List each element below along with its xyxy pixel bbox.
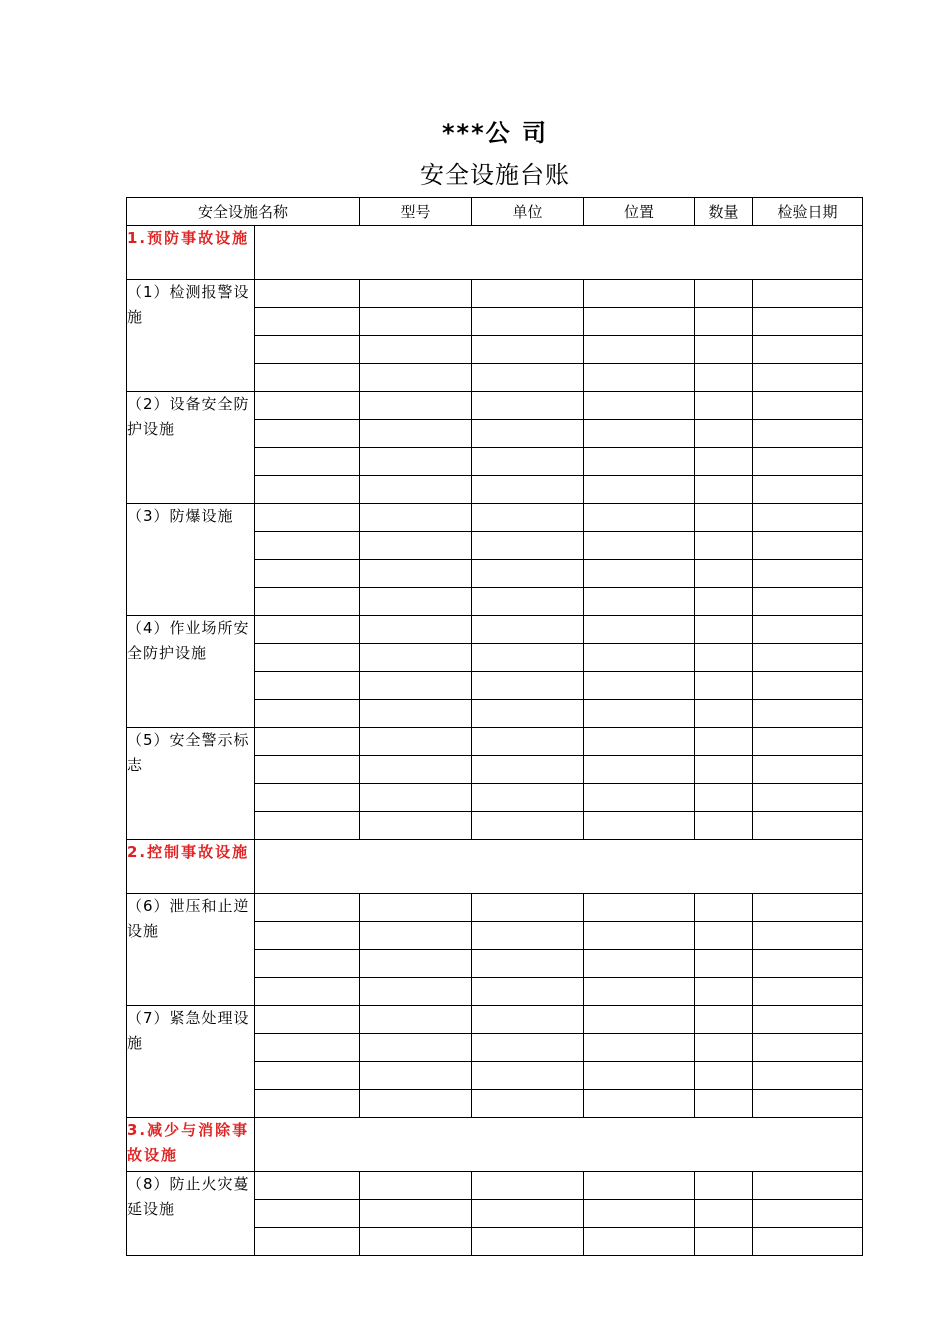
cell-inspection-date[interactable]	[753, 476, 863, 504]
cell-location[interactable]	[584, 644, 695, 672]
cell-inspection-date[interactable]	[753, 616, 863, 644]
cell-model[interactable]	[360, 784, 472, 812]
cell-quantity[interactable]	[695, 448, 753, 476]
cell-unit[interactable]	[472, 532, 584, 560]
category-label: （6）泄压和止逆设施	[127, 894, 255, 1006]
cell-model[interactable]	[360, 448, 472, 476]
cell-inspection-date[interactable]	[753, 448, 863, 476]
cell-unit[interactable]	[472, 812, 584, 840]
cell-inspection-date[interactable]	[753, 1200, 863, 1228]
cell-inspection-date[interactable]	[753, 364, 863, 392]
cell-inspection-date[interactable]	[753, 280, 863, 308]
cell-quantity[interactable]	[695, 532, 753, 560]
cell-model[interactable]	[360, 700, 472, 728]
cell-quantity[interactable]	[695, 812, 753, 840]
cell-item[interactable]	[255, 448, 360, 476]
cell-unit[interactable]	[472, 1062, 584, 1090]
cell-item[interactable]	[255, 1090, 360, 1118]
cell-location[interactable]	[584, 532, 695, 560]
cell-model[interactable]	[360, 1200, 472, 1228]
cell-inspection-date[interactable]	[753, 588, 863, 616]
cell-unit[interactable]	[472, 448, 584, 476]
table-row	[127, 728, 863, 756]
cell-item[interactable]	[255, 922, 360, 950]
cell-unit[interactable]	[472, 1228, 584, 1256]
section-row	[127, 840, 863, 894]
cell-location[interactable]	[584, 756, 695, 784]
cell-model[interactable]	[360, 672, 472, 700]
header-location: 位置	[584, 198, 695, 226]
cell-quantity[interactable]	[695, 950, 753, 978]
cell-item[interactable]	[255, 894, 360, 922]
section-blank-cell	[255, 1118, 863, 1172]
table-header-row	[127, 198, 863, 226]
cell-inspection-date[interactable]	[753, 756, 863, 784]
cell-quantity[interactable]	[695, 756, 753, 784]
cell-location[interactable]	[584, 1062, 695, 1090]
cell-item[interactable]	[255, 728, 360, 756]
ledger-title: 安全设施台账	[420, 161, 570, 189]
cell-location[interactable]	[584, 588, 695, 616]
cell-unit[interactable]	[472, 392, 584, 420]
cell-model[interactable]	[360, 336, 472, 364]
cell-unit[interactable]	[472, 950, 584, 978]
cell-model[interactable]	[360, 1006, 472, 1034]
cell-quantity[interactable]	[695, 784, 753, 812]
cell-location[interactable]	[584, 476, 695, 504]
cell-inspection-date[interactable]	[753, 560, 863, 588]
cell-inspection-date[interactable]	[753, 504, 863, 532]
cell-item[interactable]	[255, 420, 360, 448]
cell-item[interactable]	[255, 812, 360, 840]
cell-quantity[interactable]	[695, 1006, 753, 1034]
cell-unit[interactable]	[472, 588, 584, 616]
cell-model[interactable]	[360, 978, 472, 1006]
section-blank-cell	[255, 226, 863, 280]
cell-quantity[interactable]	[695, 1090, 753, 1118]
cell-item[interactable]	[255, 672, 360, 700]
cell-item[interactable]	[255, 950, 360, 978]
cell-unit[interactable]	[472, 504, 584, 532]
cell-inspection-date[interactable]	[753, 950, 863, 978]
cell-item[interactable]	[255, 1006, 360, 1034]
cell-location[interactable]	[584, 978, 695, 1006]
cell-unit[interactable]	[472, 364, 584, 392]
cell-location[interactable]	[584, 812, 695, 840]
cell-quantity[interactable]	[695, 560, 753, 588]
cell-quantity[interactable]	[695, 336, 753, 364]
cell-quantity[interactable]	[695, 894, 753, 922]
cell-model[interactable]	[360, 1062, 472, 1090]
table-row	[127, 894, 863, 922]
cell-quantity[interactable]	[695, 616, 753, 644]
cell-item[interactable]	[255, 1172, 360, 1200]
cell-item[interactable]	[255, 476, 360, 504]
cell-item[interactable]	[255, 1062, 360, 1090]
cell-item[interactable]	[255, 978, 360, 1006]
category-label: （1）检测报警设施	[127, 280, 255, 392]
category-label: （5）安全警示标志	[127, 728, 255, 840]
cell-quantity[interactable]	[695, 728, 753, 756]
cell-quantity[interactable]	[695, 476, 753, 504]
cell-location[interactable]	[584, 728, 695, 756]
cell-inspection-date[interactable]	[753, 644, 863, 672]
category-label: （8）防止火灾蔓延设施	[127, 1172, 255, 1256]
cell-quantity[interactable]	[695, 588, 753, 616]
cell-location[interactable]	[584, 894, 695, 922]
cell-location[interactable]	[584, 560, 695, 588]
table-row	[127, 392, 863, 420]
cell-item[interactable]	[255, 532, 360, 560]
safety-facility-ledger-table	[126, 197, 863, 1256]
cell-model[interactable]	[360, 812, 472, 840]
cell-unit[interactable]	[472, 672, 584, 700]
cell-model[interactable]	[360, 1172, 472, 1200]
cell-item[interactable]	[255, 1228, 360, 1256]
cell-unit[interactable]	[472, 700, 584, 728]
cell-model[interactable]	[360, 560, 472, 588]
cell-unit[interactable]	[472, 1034, 584, 1062]
cell-location[interactable]	[584, 1090, 695, 1118]
cell-unit[interactable]	[472, 476, 584, 504]
cell-quantity[interactable]	[695, 364, 753, 392]
cell-inspection-date[interactable]	[753, 672, 863, 700]
cell-quantity[interactable]	[695, 1034, 753, 1062]
cell-inspection-date[interactable]	[753, 1062, 863, 1090]
cell-quantity[interactable]	[695, 978, 753, 1006]
cell-inspection-date[interactable]	[753, 894, 863, 922]
cell-quantity[interactable]	[695, 504, 753, 532]
cell-inspection-date[interactable]	[753, 336, 863, 364]
cell-inspection-date[interactable]	[753, 978, 863, 1006]
cell-unit[interactable]	[472, 728, 584, 756]
cell-location[interactable]	[584, 1228, 695, 1256]
table-row	[127, 616, 863, 644]
cell-unit[interactable]	[472, 784, 584, 812]
cell-unit[interactable]	[472, 308, 584, 336]
section-row	[127, 1118, 863, 1172]
cell-location[interactable]	[584, 616, 695, 644]
cell-inspection-date[interactable]	[753, 1090, 863, 1118]
cell-model[interactable]	[360, 420, 472, 448]
cell-location[interactable]	[584, 1034, 695, 1062]
cell-location[interactable]	[584, 950, 695, 978]
cell-unit[interactable]	[472, 644, 584, 672]
cell-model[interactable]	[360, 644, 472, 672]
cell-unit[interactable]	[472, 616, 584, 644]
cell-inspection-date[interactable]	[753, 784, 863, 812]
cell-location[interactable]	[584, 922, 695, 950]
cell-item[interactable]	[255, 280, 360, 308]
cell-model[interactable]	[360, 616, 472, 644]
header-model: 型号	[360, 198, 472, 226]
cell-unit[interactable]	[472, 978, 584, 1006]
cell-item[interactable]	[255, 756, 360, 784]
cell-model[interactable]	[360, 588, 472, 616]
cell-unit[interactable]	[472, 894, 584, 922]
cell-location[interactable]	[584, 392, 695, 420]
cell-unit[interactable]	[472, 420, 584, 448]
cell-unit[interactable]	[472, 1200, 584, 1228]
cell-item[interactable]	[255, 336, 360, 364]
cell-model[interactable]	[360, 1090, 472, 1118]
cell-inspection-date[interactable]	[753, 1006, 863, 1034]
header-unit: 单位	[472, 198, 584, 226]
cell-quantity[interactable]	[695, 392, 753, 420]
header-inspection-date: 检验日期	[753, 198, 863, 226]
cell-item[interactable]	[255, 1200, 360, 1228]
cell-unit[interactable]	[472, 756, 584, 784]
cell-unit[interactable]	[472, 1172, 584, 1200]
cell-model[interactable]	[360, 476, 472, 504]
category-label: （4）作业场所安全防护设施	[127, 616, 255, 728]
cell-location[interactable]	[584, 308, 695, 336]
category-label: （7）紧急处理设施	[127, 1006, 255, 1118]
cell-inspection-date[interactable]	[753, 922, 863, 950]
table-row	[127, 504, 863, 532]
table-row	[127, 1172, 863, 1200]
cell-item[interactable]	[255, 364, 360, 392]
header-quantity: 数量	[695, 198, 753, 226]
table-row	[127, 1006, 863, 1034]
cell-quantity[interactable]	[695, 280, 753, 308]
section-label: 2.控制事故设施	[127, 840, 255, 894]
cell-unit[interactable]	[472, 280, 584, 308]
cell-quantity[interactable]	[695, 1062, 753, 1090]
cell-item[interactable]	[255, 588, 360, 616]
cell-quantity[interactable]	[695, 700, 753, 728]
cell-model[interactable]	[360, 1034, 472, 1062]
cell-model[interactable]	[360, 532, 472, 560]
cell-inspection-date[interactable]	[753, 420, 863, 448]
cell-unit[interactable]	[472, 560, 584, 588]
cell-model[interactable]	[360, 1228, 472, 1256]
cell-location[interactable]	[584, 364, 695, 392]
cell-item[interactable]	[255, 644, 360, 672]
cell-location[interactable]	[584, 1006, 695, 1034]
cell-item[interactable]	[255, 392, 360, 420]
cell-model[interactable]	[360, 756, 472, 784]
cell-model[interactable]	[360, 894, 472, 922]
cell-unit[interactable]	[472, 1090, 584, 1118]
cell-location[interactable]	[584, 448, 695, 476]
cell-item[interactable]	[255, 308, 360, 336]
cell-location[interactable]	[584, 784, 695, 812]
cell-model[interactable]	[360, 728, 472, 756]
category-label: （3）防爆设施	[127, 504, 255, 616]
cell-inspection-date[interactable]	[753, 532, 863, 560]
cell-model[interactable]	[360, 364, 472, 392]
table-row	[127, 280, 863, 308]
cell-inspection-date[interactable]	[753, 308, 863, 336]
section-blank-cell	[255, 840, 863, 894]
cell-inspection-date[interactable]	[753, 812, 863, 840]
cell-location[interactable]	[584, 700, 695, 728]
cell-item[interactable]	[255, 700, 360, 728]
cell-quantity[interactable]	[695, 1228, 753, 1256]
cell-inspection-date[interactable]	[753, 1228, 863, 1256]
cell-location[interactable]	[584, 420, 695, 448]
cell-location[interactable]	[584, 672, 695, 700]
company-name: ***公 司	[441, 119, 548, 147]
cell-inspection-date[interactable]	[753, 1034, 863, 1062]
header-facility-name: 安全设施名称	[127, 198, 360, 226]
cell-model[interactable]	[360, 308, 472, 336]
cell-quantity[interactable]	[695, 1172, 753, 1200]
section-row	[127, 226, 863, 280]
cell-model[interactable]	[360, 922, 472, 950]
cell-unit[interactable]	[472, 336, 584, 364]
category-label: （2）设备安全防护设施	[127, 392, 255, 504]
cell-quantity[interactable]	[695, 308, 753, 336]
cell-inspection-date[interactable]	[753, 728, 863, 756]
cell-model[interactable]	[360, 504, 472, 532]
cell-quantity[interactable]	[695, 644, 753, 672]
cell-inspection-date[interactable]	[753, 700, 863, 728]
cell-model[interactable]	[360, 950, 472, 978]
cell-inspection-date[interactable]	[753, 1172, 863, 1200]
cell-quantity[interactable]	[695, 1200, 753, 1228]
cell-model[interactable]	[360, 392, 472, 420]
cell-quantity[interactable]	[695, 420, 753, 448]
cell-location[interactable]	[584, 280, 695, 308]
section-label: 1.预防事故设施	[127, 226, 255, 280]
cell-unit[interactable]	[472, 1006, 584, 1034]
cell-location[interactable]	[584, 1200, 695, 1228]
cell-item[interactable]	[255, 560, 360, 588]
cell-quantity[interactable]	[695, 672, 753, 700]
cell-location[interactable]	[584, 336, 695, 364]
cell-item[interactable]	[255, 1034, 360, 1062]
cell-item[interactable]	[255, 616, 360, 644]
cell-model[interactable]	[360, 280, 472, 308]
cell-inspection-date[interactable]	[753, 392, 863, 420]
cell-item[interactable]	[255, 504, 360, 532]
cell-unit[interactable]	[472, 922, 584, 950]
cell-quantity[interactable]	[695, 922, 753, 950]
cell-location[interactable]	[584, 1172, 695, 1200]
cell-item[interactable]	[255, 784, 360, 812]
cell-location[interactable]	[584, 504, 695, 532]
section-label: 3.减少与消除事故设施	[127, 1118, 255, 1172]
